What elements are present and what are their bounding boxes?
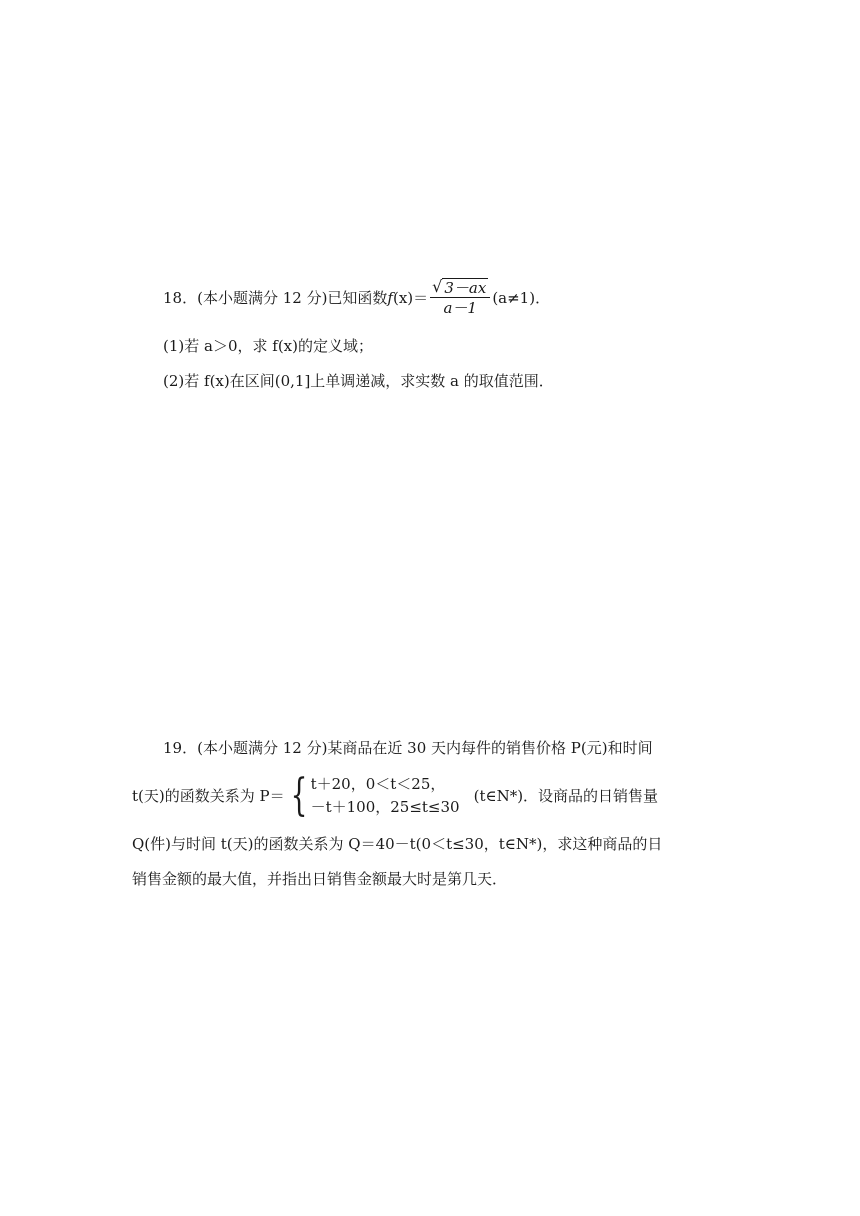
- problem-19-line-2-prefix: t(天)的函数关系为 P＝: [132, 787, 285, 805]
- function-condition: (a≠1)．: [492, 288, 551, 307]
- fraction-numerator: [430, 277, 490, 297]
- piecewise-case-2: －t＋100，25≤t≤30: [310, 798, 460, 816]
- problem-19-line-1: 19．(本小题满分 12 分)某商品在近 30 天内每件的销售价格 P(元)和时间: [163, 739, 653, 757]
- function-name: f: [387, 288, 393, 307]
- radicand: 3－ax: [444, 279, 487, 297]
- piecewise-cases: [311, 773, 460, 819]
- problem-18-statement: [163, 277, 550, 323]
- problem-19-line-2-suffix: (t∈N*)．设商品的日销售量: [473, 787, 659, 805]
- problem-18-part-2: (2)若 f(x)在区间(0,1]上单调递减，求实数 a 的取值范围．: [163, 372, 554, 390]
- function-argument: (x)＝: [392, 288, 429, 307]
- problem-19-line-3: Q(件)与时间 t(天)的函数关系为 Q＝40－t(0＜t≤30，t∈N*)，求这种商品的日: [132, 835, 663, 853]
- square-root: [432, 277, 488, 297]
- function-fraction: [430, 277, 490, 318]
- piecewise-case-1: t＋20，0＜t＜25，: [310, 775, 446, 793]
- problem-19-line-4: 销售金额的最大值，并指出日销售金额最大时是第几天．: [132, 870, 508, 888]
- problem-18-part-1: (1)若 a＞0，求 f(x)的定义域；: [163, 337, 373, 355]
- left-brace-icon: {: [290, 770, 307, 821]
- radical-sign-icon: √: [432, 277, 443, 296]
- problem-18-prefix: 18．(本小题满分 12 分)已知函数: [163, 288, 388, 307]
- piecewise-expression: [132, 770, 659, 821]
- fraction-denominator: a－1: [443, 299, 477, 317]
- problem-19-line-2: [132, 770, 659, 821]
